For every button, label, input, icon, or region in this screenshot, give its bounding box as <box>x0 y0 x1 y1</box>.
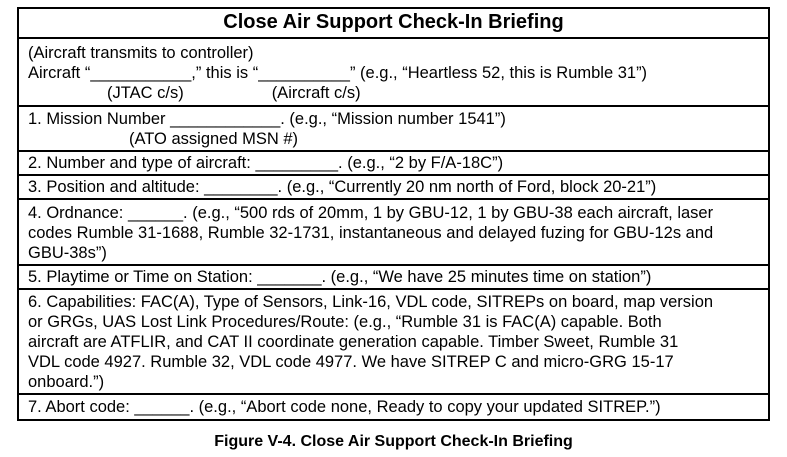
intro-transmit-note: (Aircraft transmits to controller) <box>28 44 254 62</box>
intro-call-template: Aircraft “___________,” this is “__________” (e.g., “Heartless 52, this is Rumble 31”) <box>28 64 648 82</box>
jtac-callsign-label: (JTAC c/s) <box>107 84 184 102</box>
ordnance-line: GBU-38s”) <box>28 244 107 262</box>
capabilities-line: or GRGs, UAS Lost Link Procedures/Route: (e.g., “Rumble 31 is FAC(A) capable. Both <box>28 313 662 331</box>
mission-number-line: 1. Mission Number ____________. (e.g., “Mission number 1541”) <box>28 110 506 128</box>
ordnance-line: 4. Ordnance: ______. (e.g., “500 rds of 20mm, 1 by GBU-12, 1 by GBU-38 each aircraft, laser <box>28 204 714 222</box>
intro-cell <box>18 38 769 106</box>
abort-code-line: 7. Abort code: ______. (e.g., “Abort code none, Ready to copy your updated SITREP.”) <box>28 398 661 416</box>
ordnance-cell <box>18 199 769 265</box>
briefing-table <box>17 7 770 421</box>
abort-code-cell <box>18 394 769 420</box>
figure-caption: Figure V-4. Close Air Support Check-In Briefing <box>214 433 573 450</box>
capabilities-line: 6. Capabilities: FAC(A), Type of Sensors, Link-16, VDL code, SITREPs on board, map version <box>28 293 714 311</box>
capabilities-line: VDL code 4927. Rumble 32, VDL code 4977. We have SITREP C and micro-GRG 15-17 <box>28 353 674 371</box>
briefing-title: Close Air Support Check-In Briefing <box>18 8 769 38</box>
intro-callsign-labels <box>28 83 768 103</box>
playtime-line: 5. Playtime or Time on Station: _______. (e.g., “We have 25 minutes time on station”) <box>28 268 652 286</box>
aircraft-callsign-label: (Aircraft c/s) <box>271 84 361 102</box>
aircraft-type-cell <box>18 151 769 175</box>
ordnance-line: codes Rumble 31-1688, Rumble 32-1731, instantaneous and delayed fuzing for GBU-12s and <box>28 224 714 242</box>
position-altitude-cell <box>18 175 769 199</box>
mission-number-note: (ATO assigned MSN #) <box>129 130 299 148</box>
capabilities-line: onboard.”) <box>28 373 105 391</box>
mission-number-cell <box>18 106 769 151</box>
capabilities-cell <box>18 289 769 394</box>
capabilities-line: aircraft are ATFLIR, and CAT II coordinate generation capable. Timber Sweet, Rumble 31 <box>28 333 679 351</box>
playtime-cell <box>18 265 769 289</box>
position-altitude-line: 3. Position and altitude: ________. (e.g., “Currently 20 nm north of Ford, block 20-21”) <box>28 178 657 196</box>
aircraft-type-line: 2. Number and type of aircraft: _________. (e.g., “2 by F/A-18C”) <box>28 154 504 172</box>
